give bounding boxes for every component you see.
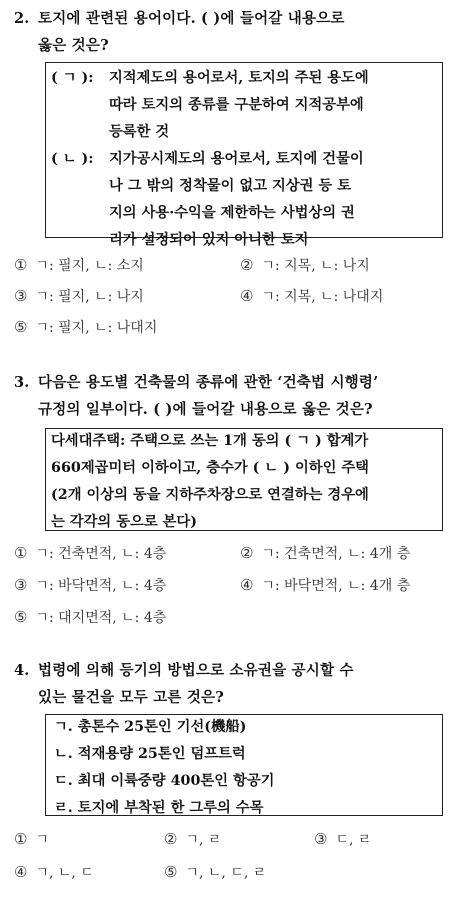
option-4[interactable]: ④ ㄱ, ㄴ, ㄷ [14,863,94,881]
question-3-stem [14,369,454,423]
box-line: 는 각각의 동으로 본다) [51,514,197,530]
question-number: 4. [14,662,30,679]
box-line: ㄴ. 적재용량 25톤인 덤프트럭 [54,746,246,762]
option-5[interactable]: ⑤ ㄱ: 대지면적, ㄴ: 4층 [14,608,167,626]
question-2-box [45,62,443,248]
question-3-box [45,428,443,531]
option-1[interactable]: ① ㄱ: 건축면적, ㄴ: 4층 [14,544,167,562]
box-line: 지의 사용·수익을 제한하는 사법상의 권 [109,205,355,221]
option-2[interactable]: ② ㄱ: 지목, ㄴ: 나지 [240,256,370,274]
question-4-options [14,824,454,889]
option-5[interactable]: ⑤ ㄱ: 필지, ㄴ: 나대지 [14,318,158,336]
option-3[interactable]: ③ ㄱ: 바닥면적, ㄴ: 4층 [14,576,167,594]
box-line: 등록한 것 [109,124,170,140]
question-4 [14,657,454,711]
question-2 [14,5,454,59]
stem-line: 옳은 것은? [38,37,109,54]
question-3 [14,369,454,423]
option-5[interactable]: ⑤ ㄱ, ㄴ, ㄷ, ㄹ [164,863,267,881]
option-1[interactable]: ① ㄱ [14,830,49,848]
box-line: ( ㄴ ): 지가공시제도의 용어로서, 토지에 건물이 [51,146,369,173]
stem-line: 다음은 용도별 건축물의 종류에 관한 ‘건축법 시행령’ [38,374,379,391]
box-line: 리가 설정되어 있지 아니한 토지 [109,232,309,248]
box-line: ㄱ. 총톤수 25톤인 기선(機船) [54,719,247,735]
option-2[interactable]: ② ㄱ: 건축면적, ㄴ: 4개 층 [240,544,411,562]
box-line: 나 그 밖의 정착물이 없고 지상권 등 토 [109,178,352,194]
option-3[interactable]: ③ ㄱ: 필지, ㄴ: 나지 [14,287,144,305]
option-4[interactable]: ④ ㄱ: 바닥면적, ㄴ: 4개 층 [240,576,411,594]
option-3[interactable]: ③ ㄷ, ㄹ [314,830,372,848]
question-4-box [45,714,443,816]
question-3-options [14,538,454,633]
box-line: ㄷ. 최대 이륙중량 400톤인 항공기 [54,773,275,789]
stem-line: 토지에 관련된 용어이다. ( )에 들어갈 내용으로 [38,10,345,27]
box-line: ( ㄱ ): 지적제도의 용어로서, 토지의 주된 용도에 [51,65,369,92]
term-label-a: ( ㄱ ): [51,70,94,86]
box-line: 다세대주택: 주택으로 쓰는 1개 동의 ( ㄱ ) 합계가 [51,433,369,449]
box-line: 660제곱미터 이하이고, 층수가 ( ㄴ ) 이하인 주택 [51,460,369,476]
term-label-b: ( ㄴ ): [51,151,94,167]
stem-line: 있는 물건을 모두 고른 것은? [38,689,224,706]
question-4-stem [14,657,454,711]
question-number: 2. [14,10,30,27]
stem-line: 규정의 일부이다. ( )에 들어갈 내용으로 옳은 것은? [38,401,373,418]
question-2-options [14,250,454,345]
stem-line: 법령에 의해 등기의 방법으로 소유권을 공시할 수 [38,662,354,679]
box-line: (2개 이상의 동을 지하주차장으로 연결하는 경우에 [51,487,369,503]
option-1[interactable]: ① ㄱ: 필지, ㄴ: 소지 [14,256,144,274]
option-4[interactable]: ④ ㄱ: 지목, ㄴ: 나대지 [240,287,384,305]
option-2[interactable]: ② ㄱ, ㄹ [164,830,222,848]
question-2-stem [14,5,454,59]
box-line: 따라 토지의 종류를 구분하여 지적공부에 [109,97,364,113]
box-line: ㄹ. 토지에 부착된 한 그루의 수목 [54,800,264,816]
question-number: 3. [14,374,30,391]
